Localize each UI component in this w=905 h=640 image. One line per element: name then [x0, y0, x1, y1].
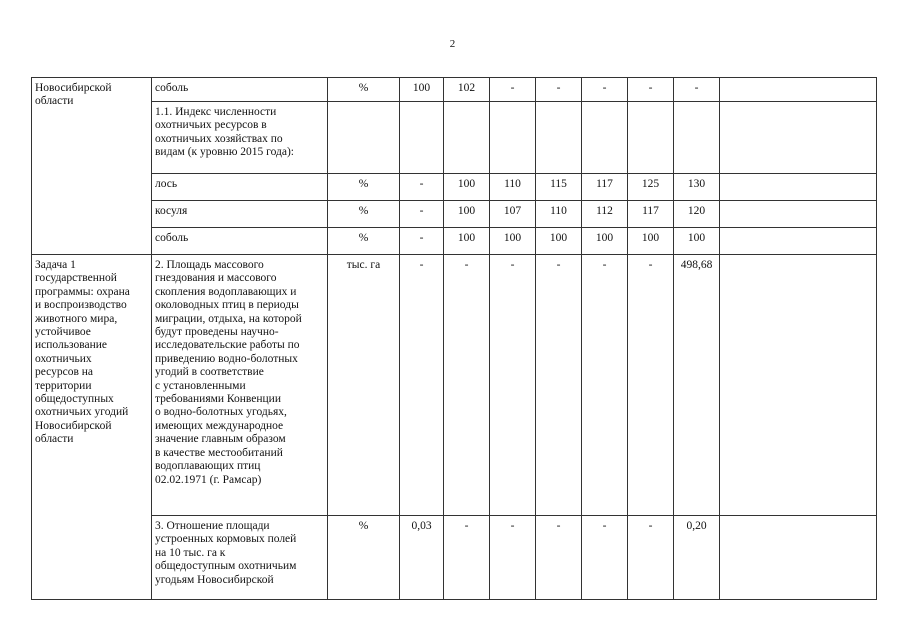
page-number: 2: [449, 38, 456, 50]
value-cell: 100: [628, 228, 674, 255]
table-row: [32, 228, 877, 255]
value-cell: 102: [444, 78, 490, 102]
value-cell: -: [400, 228, 444, 255]
value-cell: -: [628, 255, 674, 516]
value-cell: 0,20: [674, 516, 720, 600]
unit-cell: [328, 102, 400, 174]
note-cell: [720, 78, 877, 102]
value-cell: [400, 102, 444, 174]
indicators-table: [31, 77, 877, 600]
value-cell: 100: [490, 228, 536, 255]
value-cell: 100: [400, 78, 444, 102]
value-cell: -: [400, 201, 444, 228]
value-cell: -: [400, 255, 444, 516]
value-cell: -: [674, 78, 720, 102]
value-cell: 100: [444, 228, 490, 255]
value-cell: -: [582, 516, 628, 600]
value-cell: -: [582, 255, 628, 516]
table-row: [32, 255, 877, 516]
task-cell: Новосибирской области: [32, 78, 152, 255]
value-cell: -: [628, 78, 674, 102]
value-cell: 112: [582, 201, 628, 228]
value-cell: [490, 102, 536, 174]
note-cell: [720, 516, 877, 600]
note-cell: [720, 201, 877, 228]
indicator-cell: лось: [152, 174, 328, 201]
value-cell: -: [490, 516, 536, 600]
value-cell: -: [444, 516, 490, 600]
value-cell: 120: [674, 201, 720, 228]
value-cell: 110: [536, 201, 582, 228]
value-cell: -: [628, 516, 674, 600]
table-row: [32, 174, 877, 201]
value-cell: 130: [674, 174, 720, 201]
value-cell: [582, 102, 628, 174]
task-cell: Задача 1 государственной программы: охрана и воспроизводство животного мира, устойчивое использование охотничьих ресурсов на территории общедоступных охотничьих угодий Новосибирской области: [32, 255, 152, 600]
value-cell: [674, 102, 720, 174]
note-cell: [720, 255, 877, 516]
unit-cell: %: [328, 174, 400, 201]
table-row: [32, 102, 877, 174]
value-cell: [444, 102, 490, 174]
indicator-cell: 3. Отношение площади устроенных кормовых полей на 10 тыс. га к общедоступным охотничьим угодьям Новосибирской: [152, 516, 328, 600]
value-cell: -: [582, 78, 628, 102]
value-cell: 100: [536, 228, 582, 255]
unit-cell: %: [328, 516, 400, 600]
indicator-cell: соболь: [152, 78, 328, 102]
value-cell: 117: [582, 174, 628, 201]
value-cell: [628, 102, 674, 174]
table-row: [32, 201, 877, 228]
value-cell: 117: [628, 201, 674, 228]
value-cell: 115: [536, 174, 582, 201]
value-cell: -: [490, 78, 536, 102]
value-cell: -: [490, 255, 536, 516]
indicator-cell: 2. Площадь массового гнездования и массового скопления водоплавающих и околоводных птиц в периоды миграции, отдыха, на которой будут проведены научно- исследовательские работы по приведению водно-болотных угодий в соответствие с установленными требованиями Конвенции о водно-болотных угодьях, имеющих международное значение главным образом в качестве местообитаний водоплавающих птиц 02.02.1971 (г. Рамсар): [152, 255, 328, 516]
value-cell: -: [444, 255, 490, 516]
unit-cell: %: [328, 228, 400, 255]
value-cell: -: [536, 78, 582, 102]
note-cell: [720, 228, 877, 255]
value-cell: 0,03: [400, 516, 444, 600]
indicator-cell: соболь: [152, 228, 328, 255]
value-cell: -: [536, 516, 582, 600]
indicator-cell: 1.1. Индекс численности охотничьих ресурсов в охотничьих хозяйствах по видам (к уровню 2015 года):: [152, 102, 328, 174]
note-cell: [720, 174, 877, 201]
unit-cell: %: [328, 201, 400, 228]
value-cell: 110: [490, 174, 536, 201]
table-row: [32, 516, 877, 600]
value-cell: 100: [674, 228, 720, 255]
value-cell: 107: [490, 201, 536, 228]
value-cell: 100: [582, 228, 628, 255]
value-cell: -: [400, 174, 444, 201]
indicator-cell: косуля: [152, 201, 328, 228]
value-cell: 100: [444, 201, 490, 228]
table-row: [32, 78, 877, 102]
value-cell: [536, 102, 582, 174]
unit-cell: %: [328, 78, 400, 102]
value-cell: 125: [628, 174, 674, 201]
value-cell: -: [536, 255, 582, 516]
value-cell: 498,68: [674, 255, 720, 516]
unit-cell: тыс. га: [328, 255, 400, 516]
value-cell: 100: [444, 174, 490, 201]
note-cell: [720, 102, 877, 174]
